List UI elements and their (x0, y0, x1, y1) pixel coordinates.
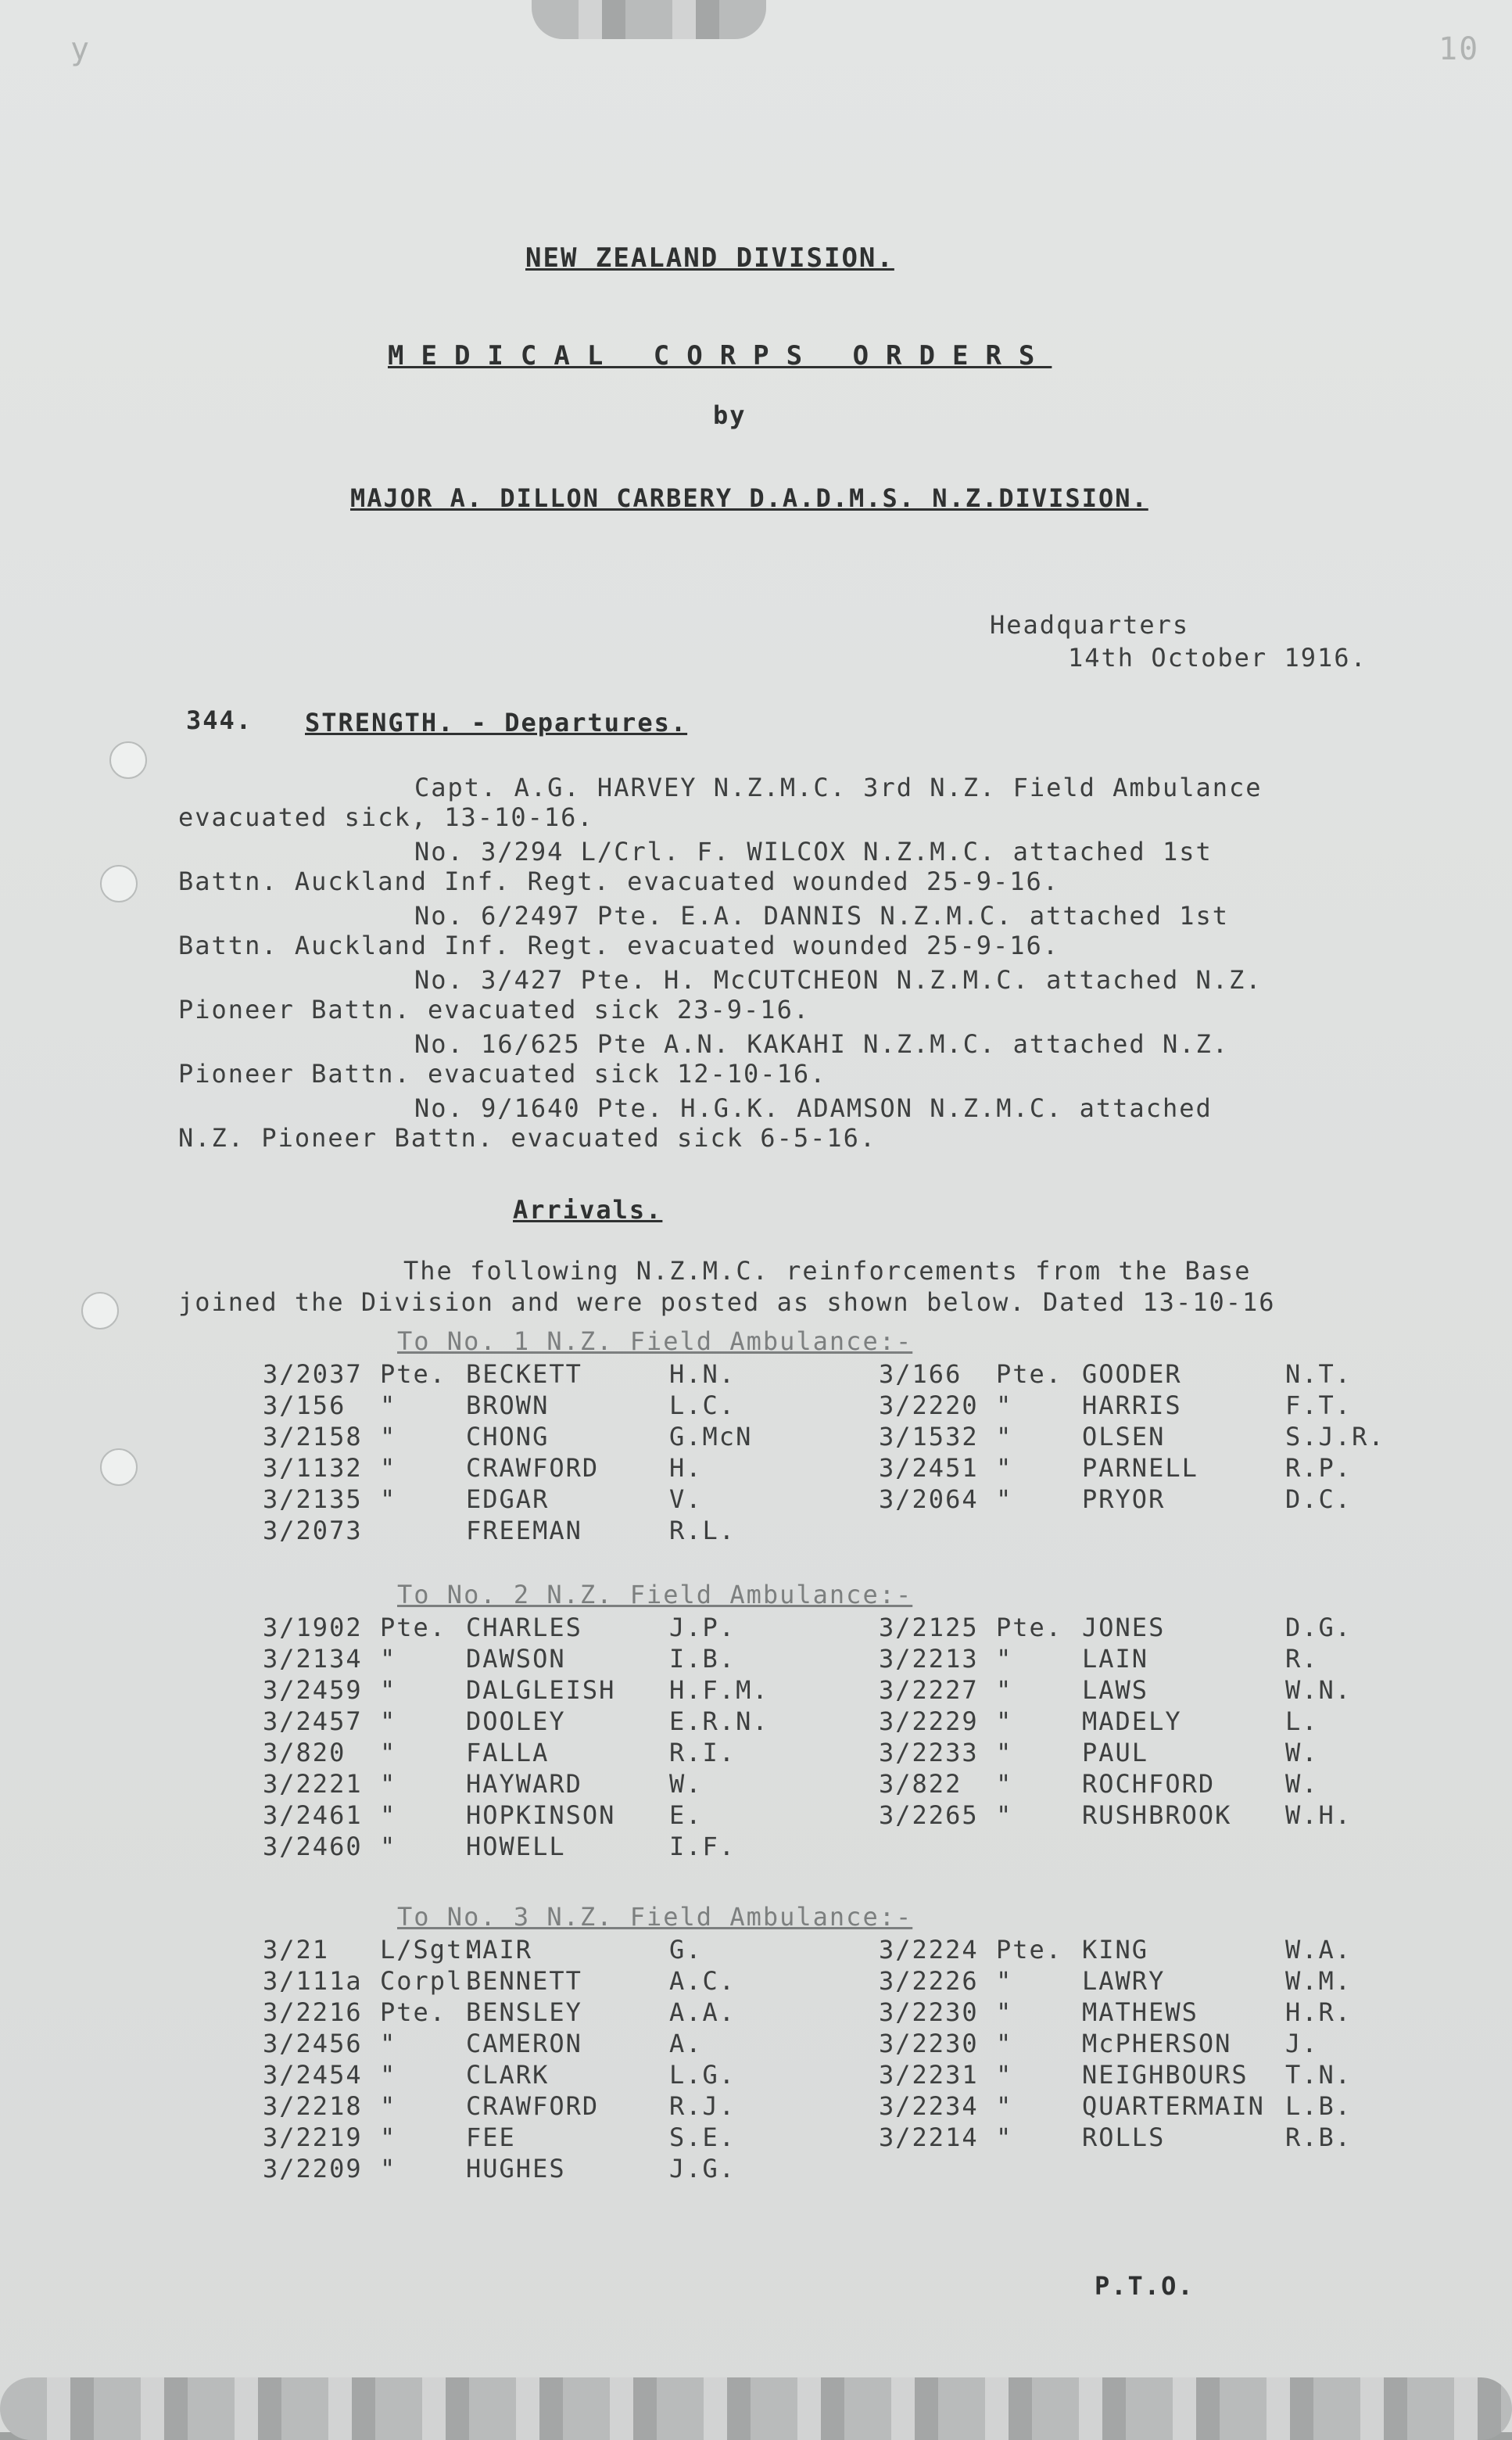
surname: LAWRY (1082, 1966, 1166, 1996)
page-footer: P.T.O. (1095, 2271, 1195, 2301)
order-date: 14th October 1916. (1068, 643, 1367, 673)
initials: F.T. (1285, 1390, 1353, 1420)
surname: FREEMAN (466, 1516, 582, 1545)
service-number: 3/2227 (879, 1675, 979, 1705)
surname: ROCHFORD (1082, 1769, 1216, 1799)
rank: " (380, 1453, 397, 1483)
binding-cord-top (532, 0, 766, 39)
order-heading: STRENGTH. - Departures. (305, 708, 688, 737)
surname: McPHERSON (1082, 2029, 1232, 2058)
service-number: 3/2457 (263, 1706, 363, 1736)
initials: A.A. (669, 1997, 736, 2027)
service-number: 3/21 (263, 1935, 330, 1965)
initials: R. (1285, 1644, 1319, 1674)
departure-line: evacuated sick, 13-10-16. (178, 802, 594, 832)
surname: CHONG (466, 1422, 550, 1451)
rank: " (996, 1769, 1013, 1799)
initials: W.A. (1285, 1935, 1353, 1965)
service-number: 3/2134 (263, 1644, 363, 1674)
initials: W.H. (1285, 1800, 1353, 1830)
service-number: 3/2233 (879, 1738, 979, 1767)
initials: J. (1285, 2029, 1319, 2058)
initials: R.P. (1285, 1453, 1353, 1483)
issuing-officer: MAJOR A. DILLON CARBERY D.A.D.M.S. N.Z.DIVISION. (350, 483, 1148, 513)
initials: W. (1285, 1738, 1319, 1767)
initials: I.B. (669, 1644, 736, 1674)
service-number: 3/2230 (879, 1997, 979, 2027)
initials: L.G. (669, 2060, 736, 2090)
rank: " (380, 1644, 397, 1674)
punch-hole (81, 1292, 119, 1329)
service-number: 3/2265 (879, 1800, 979, 1830)
initials: L. (1285, 1706, 1319, 1736)
service-number: 3/1132 (263, 1453, 363, 1483)
initials: A. (669, 2029, 703, 2058)
rank: Pte. (380, 1613, 447, 1642)
service-number: 3/2073 (263, 1516, 363, 1545)
surname: CAMERON (466, 2029, 582, 2058)
initials: E. (669, 1800, 703, 1830)
service-number: 3/2219 (263, 2122, 363, 2152)
punch-hole (100, 865, 138, 902)
rank: " (996, 1800, 1013, 1830)
initials: L.B. (1285, 2091, 1353, 2121)
service-number: 3/2451 (879, 1453, 979, 1483)
rank: " (380, 1706, 397, 1736)
rank: Corpl. (380, 1966, 480, 1996)
initials: W.N. (1285, 1675, 1353, 1705)
initials: N.T. (1285, 1359, 1353, 1389)
surname: LAWS (1082, 1675, 1149, 1705)
service-number: 3/2037 (263, 1359, 363, 1389)
rank: " (996, 2091, 1013, 2121)
surname: CHARLES (466, 1613, 582, 1642)
service-number: 3/156 (263, 1390, 346, 1420)
rank: " (996, 2060, 1013, 2090)
surname: MATHEWS (1082, 1997, 1198, 2027)
surname: HOPKINSON (466, 1800, 616, 1830)
surname: CLARK (466, 2060, 550, 2090)
service-number: 3/2214 (879, 2122, 979, 2152)
rank: " (380, 1422, 397, 1451)
departure-line: Pioneer Battn. evacuated sick 23-9-16. (178, 995, 811, 1024)
departure-line: N.Z. Pioneer Battn. evacuated sick 6-5-16. (178, 1123, 877, 1153)
service-number: 3/820 (263, 1738, 346, 1767)
initials: S.E. (669, 2122, 736, 2152)
initials: R.L. (669, 1516, 736, 1545)
surname: ROLLS (1082, 2122, 1166, 2152)
rank: Pte. (996, 1613, 1063, 1642)
service-number: 3/2218 (263, 2091, 363, 2121)
initials: H. (669, 1453, 703, 1483)
arrivals-intro-line: joined the Division and were posted as shown below. Dated 13-10-16 (178, 1287, 1276, 1317)
service-number: 3/2460 (263, 1832, 363, 1861)
by-line: by (713, 400, 747, 430)
page-number: 10 (1439, 31, 1480, 67)
rank: " (996, 1422, 1013, 1451)
rank: " (380, 1800, 397, 1830)
service-number: 3/2459 (263, 1675, 363, 1705)
service-number: 3/2209 (263, 2154, 363, 2183)
document-title: MEDICAL CORPS ORDERS (388, 340, 1052, 371)
service-number: 3/2229 (879, 1706, 979, 1736)
initials: J.P. (669, 1613, 736, 1642)
initials: R.B. (1285, 2122, 1353, 2152)
initials: R.I. (669, 1738, 736, 1767)
rank: " (996, 1644, 1013, 1674)
arrivals-intro-line: The following N.Z.M.C. reinforcements from the Base (403, 1256, 1252, 1286)
service-number: 3/2226 (879, 1966, 979, 1996)
rank: " (380, 1675, 397, 1705)
surname: MADELY (1082, 1706, 1182, 1736)
rank: " (380, 2029, 397, 2058)
surname: BECKETT (466, 1359, 582, 1389)
initials: H.F.M. (669, 1675, 769, 1705)
rank: " (996, 1997, 1013, 2027)
surname: PAUL (1082, 1738, 1149, 1767)
rank: " (380, 2154, 397, 2183)
service-number: 3/2230 (879, 2029, 979, 2058)
surname: RUSHBROOK (1082, 1800, 1232, 1830)
location: Headquarters (990, 610, 1190, 640)
rank: " (380, 1738, 397, 1767)
initials: G.McN (669, 1422, 753, 1451)
surname: CRAWFORD (466, 2091, 600, 2121)
surname: HARRIS (1082, 1390, 1182, 1420)
surname: PARNELL (1082, 1453, 1198, 1483)
service-number: 3/2221 (263, 1769, 363, 1799)
service-number: 3/2216 (263, 1997, 363, 2027)
initials: S.J.R. (1285, 1422, 1385, 1451)
rank: " (380, 1832, 397, 1861)
service-number: 3/822 (879, 1769, 962, 1799)
initials: W. (1285, 1769, 1319, 1799)
surname: OLSEN (1082, 1422, 1166, 1451)
initials: D.C. (1285, 1484, 1353, 1514)
departure-line: Capt. A.G. HARVEY N.Z.M.C. 3rd N.Z. Field Ambulance (414, 773, 1263, 802)
initials: E.R.N. (669, 1706, 769, 1736)
rank: L/Sgt. (380, 1935, 480, 1965)
surname: HOWELL (466, 1832, 566, 1861)
departure-line: No. 3/294 L/Crl. F. WILCOX N.Z.M.C. attached 1st (414, 837, 1213, 867)
initials: A.C. (669, 1966, 736, 1996)
surname: LAIN (1082, 1644, 1149, 1674)
service-number: 3/1532 (879, 1422, 979, 1451)
rank: " (380, 1390, 397, 1420)
service-number: 3/2234 (879, 2091, 979, 2121)
rank: " (996, 2029, 1013, 2058)
surname: BENNETT (466, 1966, 582, 1996)
initials: R.J. (669, 2091, 736, 2121)
punch-hole (100, 1448, 138, 1486)
initials: W.M. (1285, 1966, 1353, 1996)
rank: Pte. (380, 1359, 447, 1389)
initials: V. (669, 1484, 703, 1514)
rank: Pte. (996, 1359, 1063, 1389)
order-number: 344. (186, 705, 253, 735)
surname: QUARTERMAIN (1082, 2091, 1265, 2121)
rank: " (996, 1675, 1013, 1705)
initials: T.N. (1285, 2060, 1353, 2090)
initials: D.G. (1285, 1613, 1353, 1642)
surname: FALLA (466, 1738, 550, 1767)
service-number: 3/2213 (879, 1644, 979, 1674)
departure-line: Pioneer Battn. evacuated sick 12-10-16. (178, 1059, 827, 1089)
surname: FEE (466, 2122, 516, 2152)
service-number: 3/2231 (879, 2060, 979, 2090)
surname: GOODER (1082, 1359, 1182, 1389)
departure-line: No. 6/2497 Pte. E.A. DANNIS N.Z.M.C. attached 1st (414, 901, 1230, 931)
departure-line: Battn. Auckland Inf. Regt. evacuated wounded 25-9-16. (178, 867, 1060, 896)
rank: " (996, 1484, 1013, 1514)
rank: Pte. (380, 1997, 447, 2027)
service-number: 3/2125 (879, 1613, 979, 1642)
punch-hole (109, 741, 147, 779)
surname: PRYOR (1082, 1484, 1166, 1514)
service-number: 3/2135 (263, 1484, 363, 1514)
rank: " (380, 2091, 397, 2121)
surname: BENSLEY (466, 1997, 582, 2027)
surname: EDGAR (466, 1484, 550, 1514)
rank: " (380, 1769, 397, 1799)
rank: " (996, 2122, 1013, 2152)
service-number: 3/1902 (263, 1613, 363, 1642)
departure-line: No. 16/625 Pte A.N. KAKAHI N.Z.M.C. attached N.Z. (414, 1029, 1230, 1059)
surname: DAWSON (466, 1644, 566, 1674)
initials: I.F. (669, 1832, 736, 1861)
service-number: 3/2220 (879, 1390, 979, 1420)
binding-cord-bottom (0, 2377, 1512, 2440)
rank: " (996, 1966, 1013, 1996)
corner-mark: y (70, 31, 91, 67)
departure-line: Battn. Auckland Inf. Regt. evacuated wounded 25-9-16. (178, 931, 1060, 960)
rank: " (996, 1453, 1013, 1483)
service-number: 3/2461 (263, 1800, 363, 1830)
surname: MAIR (466, 1935, 533, 1965)
initials: W. (669, 1769, 703, 1799)
service-number: 3/166 (879, 1359, 962, 1389)
surname: CRAWFORD (466, 1453, 600, 1483)
service-number: 3/2158 (263, 1422, 363, 1451)
initials: G. (669, 1935, 703, 1965)
initials: H.N. (669, 1359, 736, 1389)
rank: " (996, 1390, 1013, 1420)
unit-heading: To No. 3 N.Z. Field Ambulance:- (397, 1902, 913, 1932)
initials: H.R. (1285, 1997, 1353, 2027)
unit-heading: To No. 2 N.Z. Field Ambulance:- (397, 1580, 913, 1609)
surname: HUGHES (466, 2154, 566, 2183)
rank: " (380, 1484, 397, 1514)
initials: J.G. (669, 2154, 736, 2183)
surname: JONES (1082, 1613, 1166, 1642)
surname: HAYWARD (466, 1769, 582, 1799)
service-number: 3/2064 (879, 1484, 979, 1514)
rank: " (996, 1706, 1013, 1736)
departure-line: No. 9/1640 Pte. H.G.K. ADAMSON N.Z.M.C. attached (414, 1093, 1213, 1123)
service-number: 3/2224 (879, 1935, 979, 1965)
service-number: 3/2454 (263, 2060, 363, 2090)
surname: DALGLEISH (466, 1675, 616, 1705)
division-heading: NEW ZEALAND DIVISION. (525, 242, 894, 274)
rank: " (380, 2060, 397, 2090)
surname: DOOLEY (466, 1706, 566, 1736)
departure-line: No. 3/427 Pte. H. McCUTCHEON N.Z.M.C. attached N.Z. (414, 965, 1263, 995)
initials: L.C. (669, 1390, 736, 1420)
surname: KING (1082, 1935, 1149, 1965)
surname: BROWN (466, 1390, 550, 1420)
rank: " (380, 2122, 397, 2152)
unit-heading: To No. 1 N.Z. Field Ambulance:- (397, 1326, 913, 1356)
service-number: 3/111a (263, 1966, 363, 1996)
rank: Pte. (996, 1935, 1063, 1965)
rank: " (996, 1738, 1013, 1767)
arrivals-heading: Arrivals. (513, 1195, 663, 1225)
surname: NEIGHBOURS (1082, 2060, 1249, 2090)
service-number: 3/2456 (263, 2029, 363, 2058)
